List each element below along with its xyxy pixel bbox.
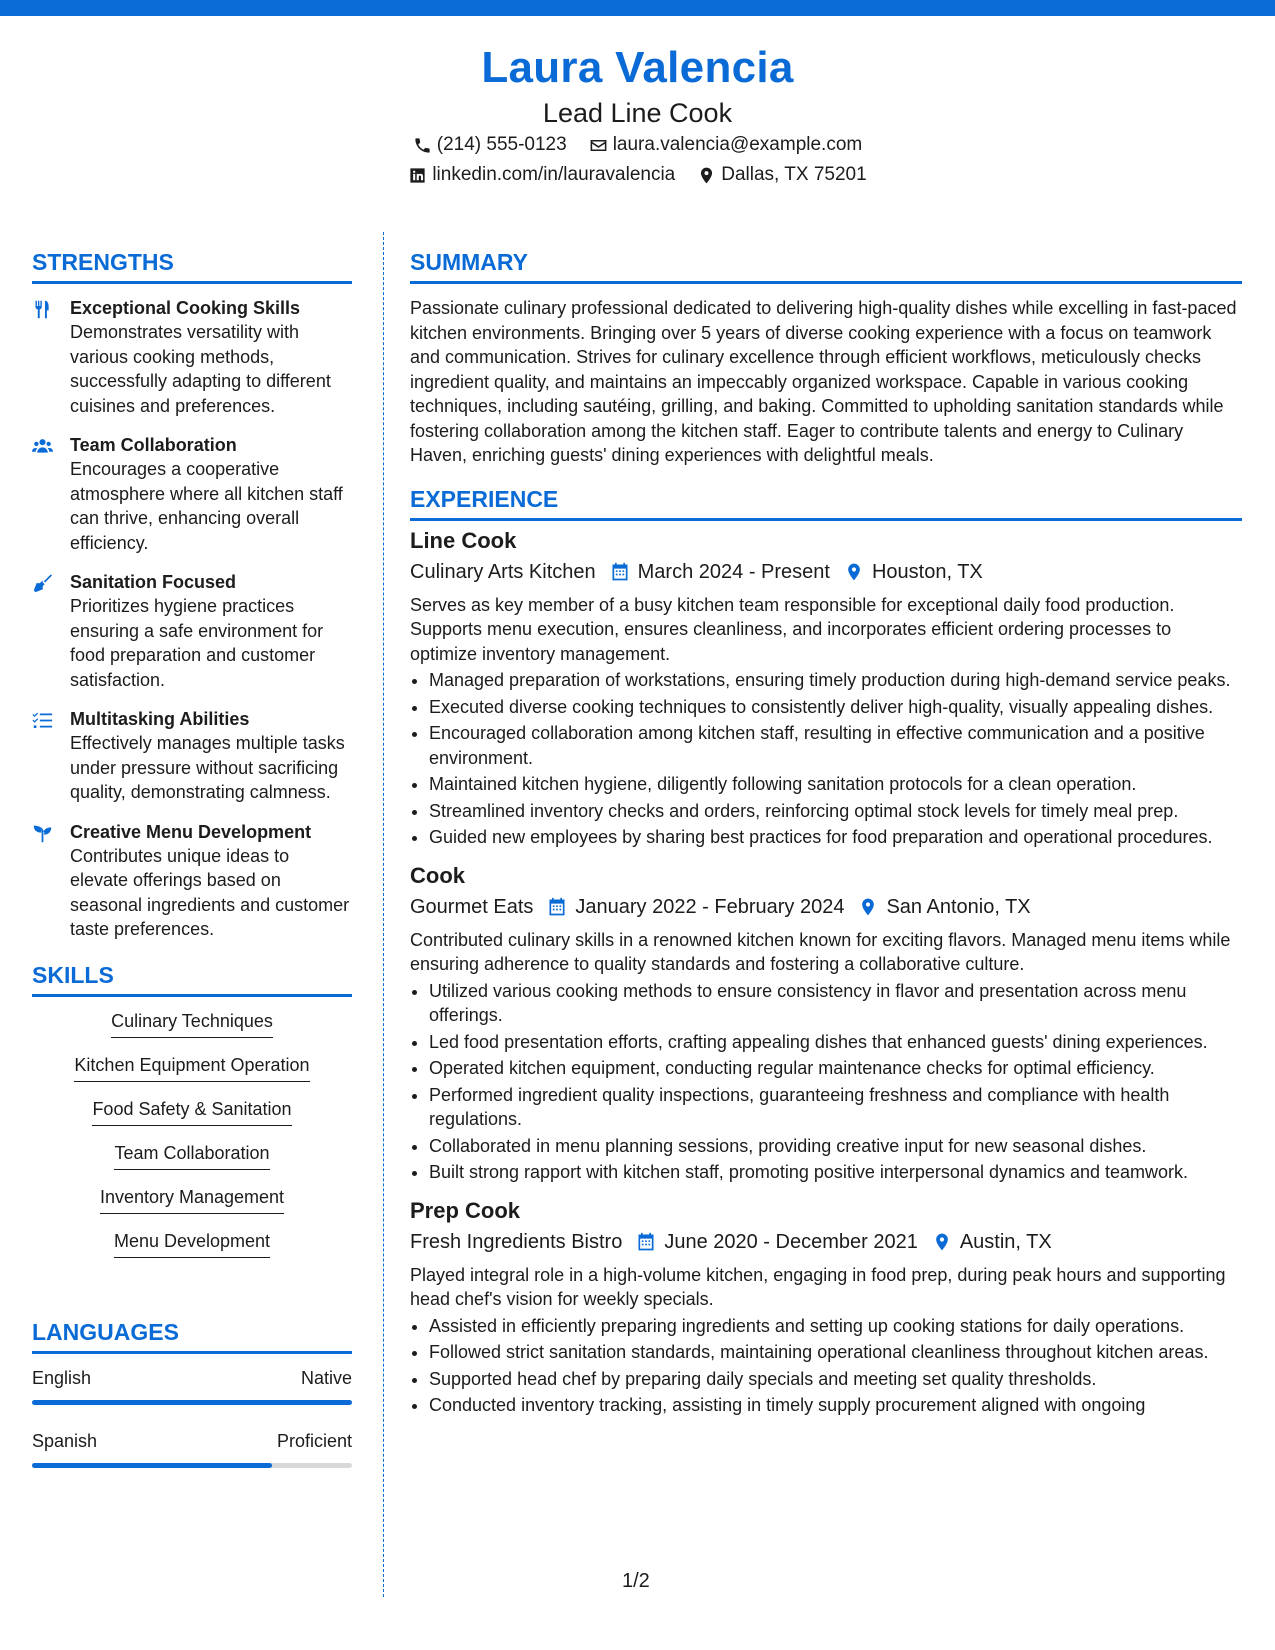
job-location: Houston, TX (871, 560, 983, 583)
phone-text: (214) 555-0123 (436, 134, 567, 155)
language-proficiency-fill (32, 1463, 272, 1468)
contact-row-2 (0, 160, 1275, 190)
candidate-title: Lead Line Cook (542, 98, 733, 128)
page-number: 1/2 (622, 1570, 650, 1592)
strengths-list (32, 296, 352, 942)
language-proficiency-fill (32, 1400, 352, 1405)
skills-list (32, 1009, 352, 1273)
job-bullets (410, 668, 1242, 850)
strength-item (32, 820, 352, 942)
job-bullets (410, 979, 1242, 1185)
language-proficiency-bar (32, 1400, 352, 1405)
strength-item (32, 707, 352, 805)
job-description: Played integral role in a high-volume kitchen, engaging in food prep, during peak hours and supporting head chef's vision for weekly specials. (410, 1264, 1226, 1309)
map-pin-icon (697, 166, 716, 185)
top-accent-bar (0, 0, 1275, 16)
language-name: Spanish (32, 1430, 98, 1451)
job-description: Contributed culinary skills in a renowned kitchen known for exciting flavors. Managed menu items while ensuring adherence to quality standards and fostering a collaborative culture. (410, 929, 1231, 974)
left-column (32, 247, 352, 1492)
strengths-heading: STRENGTHS (32, 247, 352, 284)
skills-heading: SKILLS (32, 960, 352, 997)
job-description: Serves as key member of a busy kitchen team responsible for exceptional daily food production. Supports menu execution, ensures cleanliness, and incorporates efficient ordering processes to optimize inventory management. (410, 594, 1175, 664)
email-item (589, 130, 863, 160)
right-column (410, 247, 1242, 1428)
job-dates: March 2024 - Present (637, 560, 830, 583)
language-level: Proficient (276, 1430, 352, 1451)
strength-desc: Effectively manages multiple tasks under pressure without sacrificing quality, demonstrating calmness. (70, 733, 345, 802)
job-bullet: • Guided new employees by sharing best practices for food preparation and operational procedures. (429, 825, 1242, 850)
job-title: Cook (410, 862, 465, 888)
job-title: Prep Cook (410, 1197, 521, 1223)
job-meta (410, 1227, 1242, 1257)
location-item (697, 160, 866, 190)
calendar-icon (547, 897, 567, 917)
strength-item (32, 296, 352, 418)
skill-item: Kitchen Equipment Operation (74, 1053, 309, 1082)
job-entry (410, 1195, 1242, 1418)
experience-heading: EXPERIENCE (410, 484, 1242, 521)
calendar-icon (610, 562, 630, 582)
skill-item: Food Safety & Sanitation (92, 1097, 291, 1126)
strength-desc: Demonstrates versatility with various cooking methods, successfully adapting to different cuisines and preferences. (70, 322, 331, 416)
contact-row-1 (0, 130, 1275, 160)
strength-title: Team Collaboration (70, 435, 237, 455)
map-pin-icon (858, 897, 878, 917)
job-entry (410, 860, 1242, 1185)
job-location: Austin, TX (959, 1230, 1052, 1253)
language-item (32, 1366, 352, 1405)
job-bullet: • Operated kitchen equipment, conducting regular maintenance checks for optimal efficiency. (429, 1056, 1242, 1081)
linkedin-icon (408, 166, 427, 185)
utensils-icon (32, 299, 53, 320)
job-bullet: • Encouraged collaboration among kitchen staff, resulting in effective communication and a positive environment. (429, 721, 1242, 770)
skill-item: Team Collaboration (114, 1141, 269, 1170)
job-bullet: • Conducted inventory tracking, assisting in timely supply procurement aligned with ongoing (429, 1393, 1242, 1418)
users-icon (32, 436, 53, 457)
language-item (32, 1429, 352, 1468)
job-bullet: • Assisted in efficiently preparing ingredients and setting up cooking stations for daily operations. (429, 1314, 1242, 1339)
language-level: Native (300, 1367, 352, 1388)
skill-item: Menu Development (114, 1229, 270, 1258)
calendar-icon (636, 1232, 656, 1252)
job-dates: June 2020 - December 2021 (664, 1230, 918, 1253)
job-bullet: • Supported head chef by preparing daily specials and meeting set quality thresholds. (429, 1367, 1242, 1392)
phone-item (413, 130, 567, 160)
column-divider (383, 232, 384, 1597)
summary-heading: SUMMARY (410, 247, 1242, 284)
language-proficiency-bar (32, 1463, 352, 1468)
job-bullet: • Maintained kitchen hygiene, diligently following sanitation protocols for a clean operation. (429, 772, 1242, 797)
linkedin-item (408, 160, 675, 190)
experience-list (410, 525, 1242, 1418)
strength-item (32, 433, 352, 555)
language-name: English (32, 1367, 92, 1388)
linkedin-text: linkedin.com/in/lauravalencia (432, 164, 676, 185)
phone-icon (413, 136, 432, 155)
job-meta (410, 557, 1242, 587)
strength-desc: Prioritizes hygiene practices ensuring a safe environment for food preparation and customer satisfaction. (70, 596, 324, 690)
job-bullet: • Built strong rapport with kitchen staff, promoting positive interpersonal dynamics and teamwork. (429, 1160, 1242, 1185)
job-meta (410, 892, 1242, 922)
job-title: Line Cook (410, 527, 517, 553)
languages-heading: LANGUAGES (32, 1317, 352, 1354)
job-dates: January 2022 - February 2024 (575, 895, 845, 918)
job-bullet: • Managed preparation of workstations, ensuring timely production during high-demand service peaks. (429, 668, 1242, 693)
broom-icon (32, 573, 53, 594)
strength-title: Exceptional Cooking Skills (70, 298, 301, 318)
list-check-icon (32, 710, 53, 731)
resume-header (0, 40, 1275, 190)
job-bullet: • Performed ingredient quality inspections, guaranteeing freshness and compliance with health regulations. (429, 1083, 1242, 1132)
seedling-icon (32, 823, 53, 844)
job-bullet: • Led food presentation efforts, crafting appealing dishes that enhanced guests' dining experiences. (429, 1030, 1242, 1055)
strength-desc: Encourages a cooperative atmosphere where all kitchen staff can thrive, enhancing overall efficiency. (70, 459, 343, 553)
job-company: Gourmet Eats (410, 895, 534, 918)
job-bullet: • Streamlined inventory checks and orders, reinforcing optimal stock levels for timely meal prep. (429, 799, 1242, 824)
envelope-icon (589, 136, 608, 155)
job-bullet: • Followed strict sanitation standards, maintaining operational cleanliness throughout kitchen areas. (429, 1340, 1242, 1365)
skill-item: Culinary Techniques (111, 1009, 273, 1038)
job-bullet: • Utilized various cooking methods to ensure consistency in flavor and presentation across menu offerings. (429, 979, 1242, 1028)
strength-title: Sanitation Focused (70, 572, 237, 592)
email-text: laura.valencia@example.com (612, 134, 863, 155)
summary-text: Passionate culinary professional dedicated to delivering high-quality dishes while excelling in fast-paced kitchen environments. Bringing over 5 years of diverse cooking experience with a focus on teamwork and communication. Strives for culinary excellence through efficient workflows, meticulously checks ingredient quality, and maintains an impeccably organized workspace. Capable in various cooking techniques, including sautéing, grilling, and baking. Committed to upholding sanitation standards while fostering collaboration among the kitchen staff. Eager to contribute talents and energy to Culinary Haven, enriching guests' dining experiences with delightful meals. (410, 298, 1237, 465)
strength-title: Multitasking Abilities (70, 709, 250, 729)
candidate-name: Laura Valencia (481, 43, 794, 92)
skill-item: Inventory Management (100, 1185, 284, 1214)
map-pin-icon (844, 562, 864, 582)
location-text: Dallas, TX 75201 (721, 164, 867, 185)
job-company: Fresh Ingredients Bistro (410, 1230, 623, 1253)
map-pin-icon (932, 1232, 952, 1252)
strength-item (32, 570, 352, 692)
job-bullet: • Collaborated in menu planning sessions, providing creative input for new seasonal dishes. (429, 1134, 1242, 1159)
job-company: Culinary Arts Kitchen (410, 560, 596, 583)
job-bullets (410, 1314, 1242, 1418)
strength-title: Creative Menu Development (70, 821, 312, 842)
job-bullet: • Executed diverse cooking techniques to consistently deliver high-quality, visually appealing dishes. (429, 695, 1242, 720)
job-location: San Antonio, TX (886, 895, 1031, 918)
strength-desc: Contributes unique ideas to elevate offerings based on seasonal ingredients and customer taste preferences. (70, 845, 350, 939)
job-entry (410, 525, 1242, 850)
